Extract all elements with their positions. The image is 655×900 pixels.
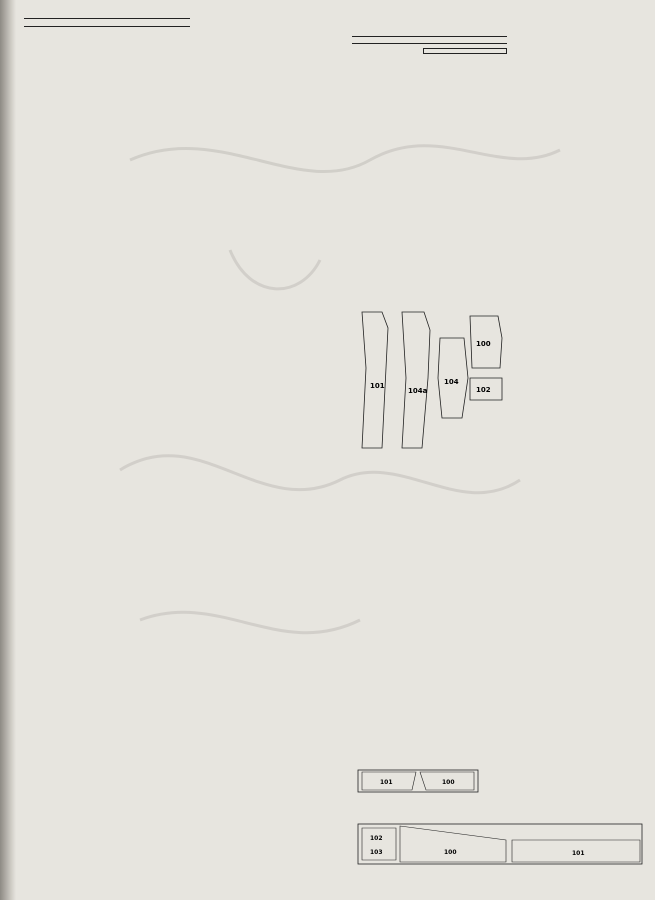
piece-101: 101 xyxy=(370,382,385,390)
grau-piece-101: 101 xyxy=(380,779,393,786)
pink-piece-103: 103 xyxy=(370,849,383,856)
model-160-header xyxy=(352,36,507,44)
pink-piece-101: 101 xyxy=(572,850,585,857)
pattern-diagram-space xyxy=(352,68,507,218)
pink-cutting-layout xyxy=(356,822,646,870)
model-160-subheader xyxy=(352,48,507,54)
page-spine xyxy=(0,0,16,900)
grau-cutting-layout xyxy=(356,768,516,798)
column-4 xyxy=(514,8,644,698)
pink-piece-102: 102 xyxy=(370,835,383,842)
piece-104: 104 xyxy=(444,378,459,386)
schnittuebersicht-diagram xyxy=(352,308,507,458)
piece-104a: 104a xyxy=(408,387,428,395)
column-2 xyxy=(196,8,344,896)
column-3 xyxy=(352,36,507,896)
piece-100: 100 xyxy=(476,340,491,348)
contour-box xyxy=(423,48,507,54)
grau-piece-100: 100 xyxy=(442,779,455,786)
model-159-header xyxy=(24,18,190,27)
column-1 xyxy=(24,8,190,896)
piece-102: 102 xyxy=(476,386,491,394)
pink-piece-100: 100 xyxy=(444,849,457,856)
